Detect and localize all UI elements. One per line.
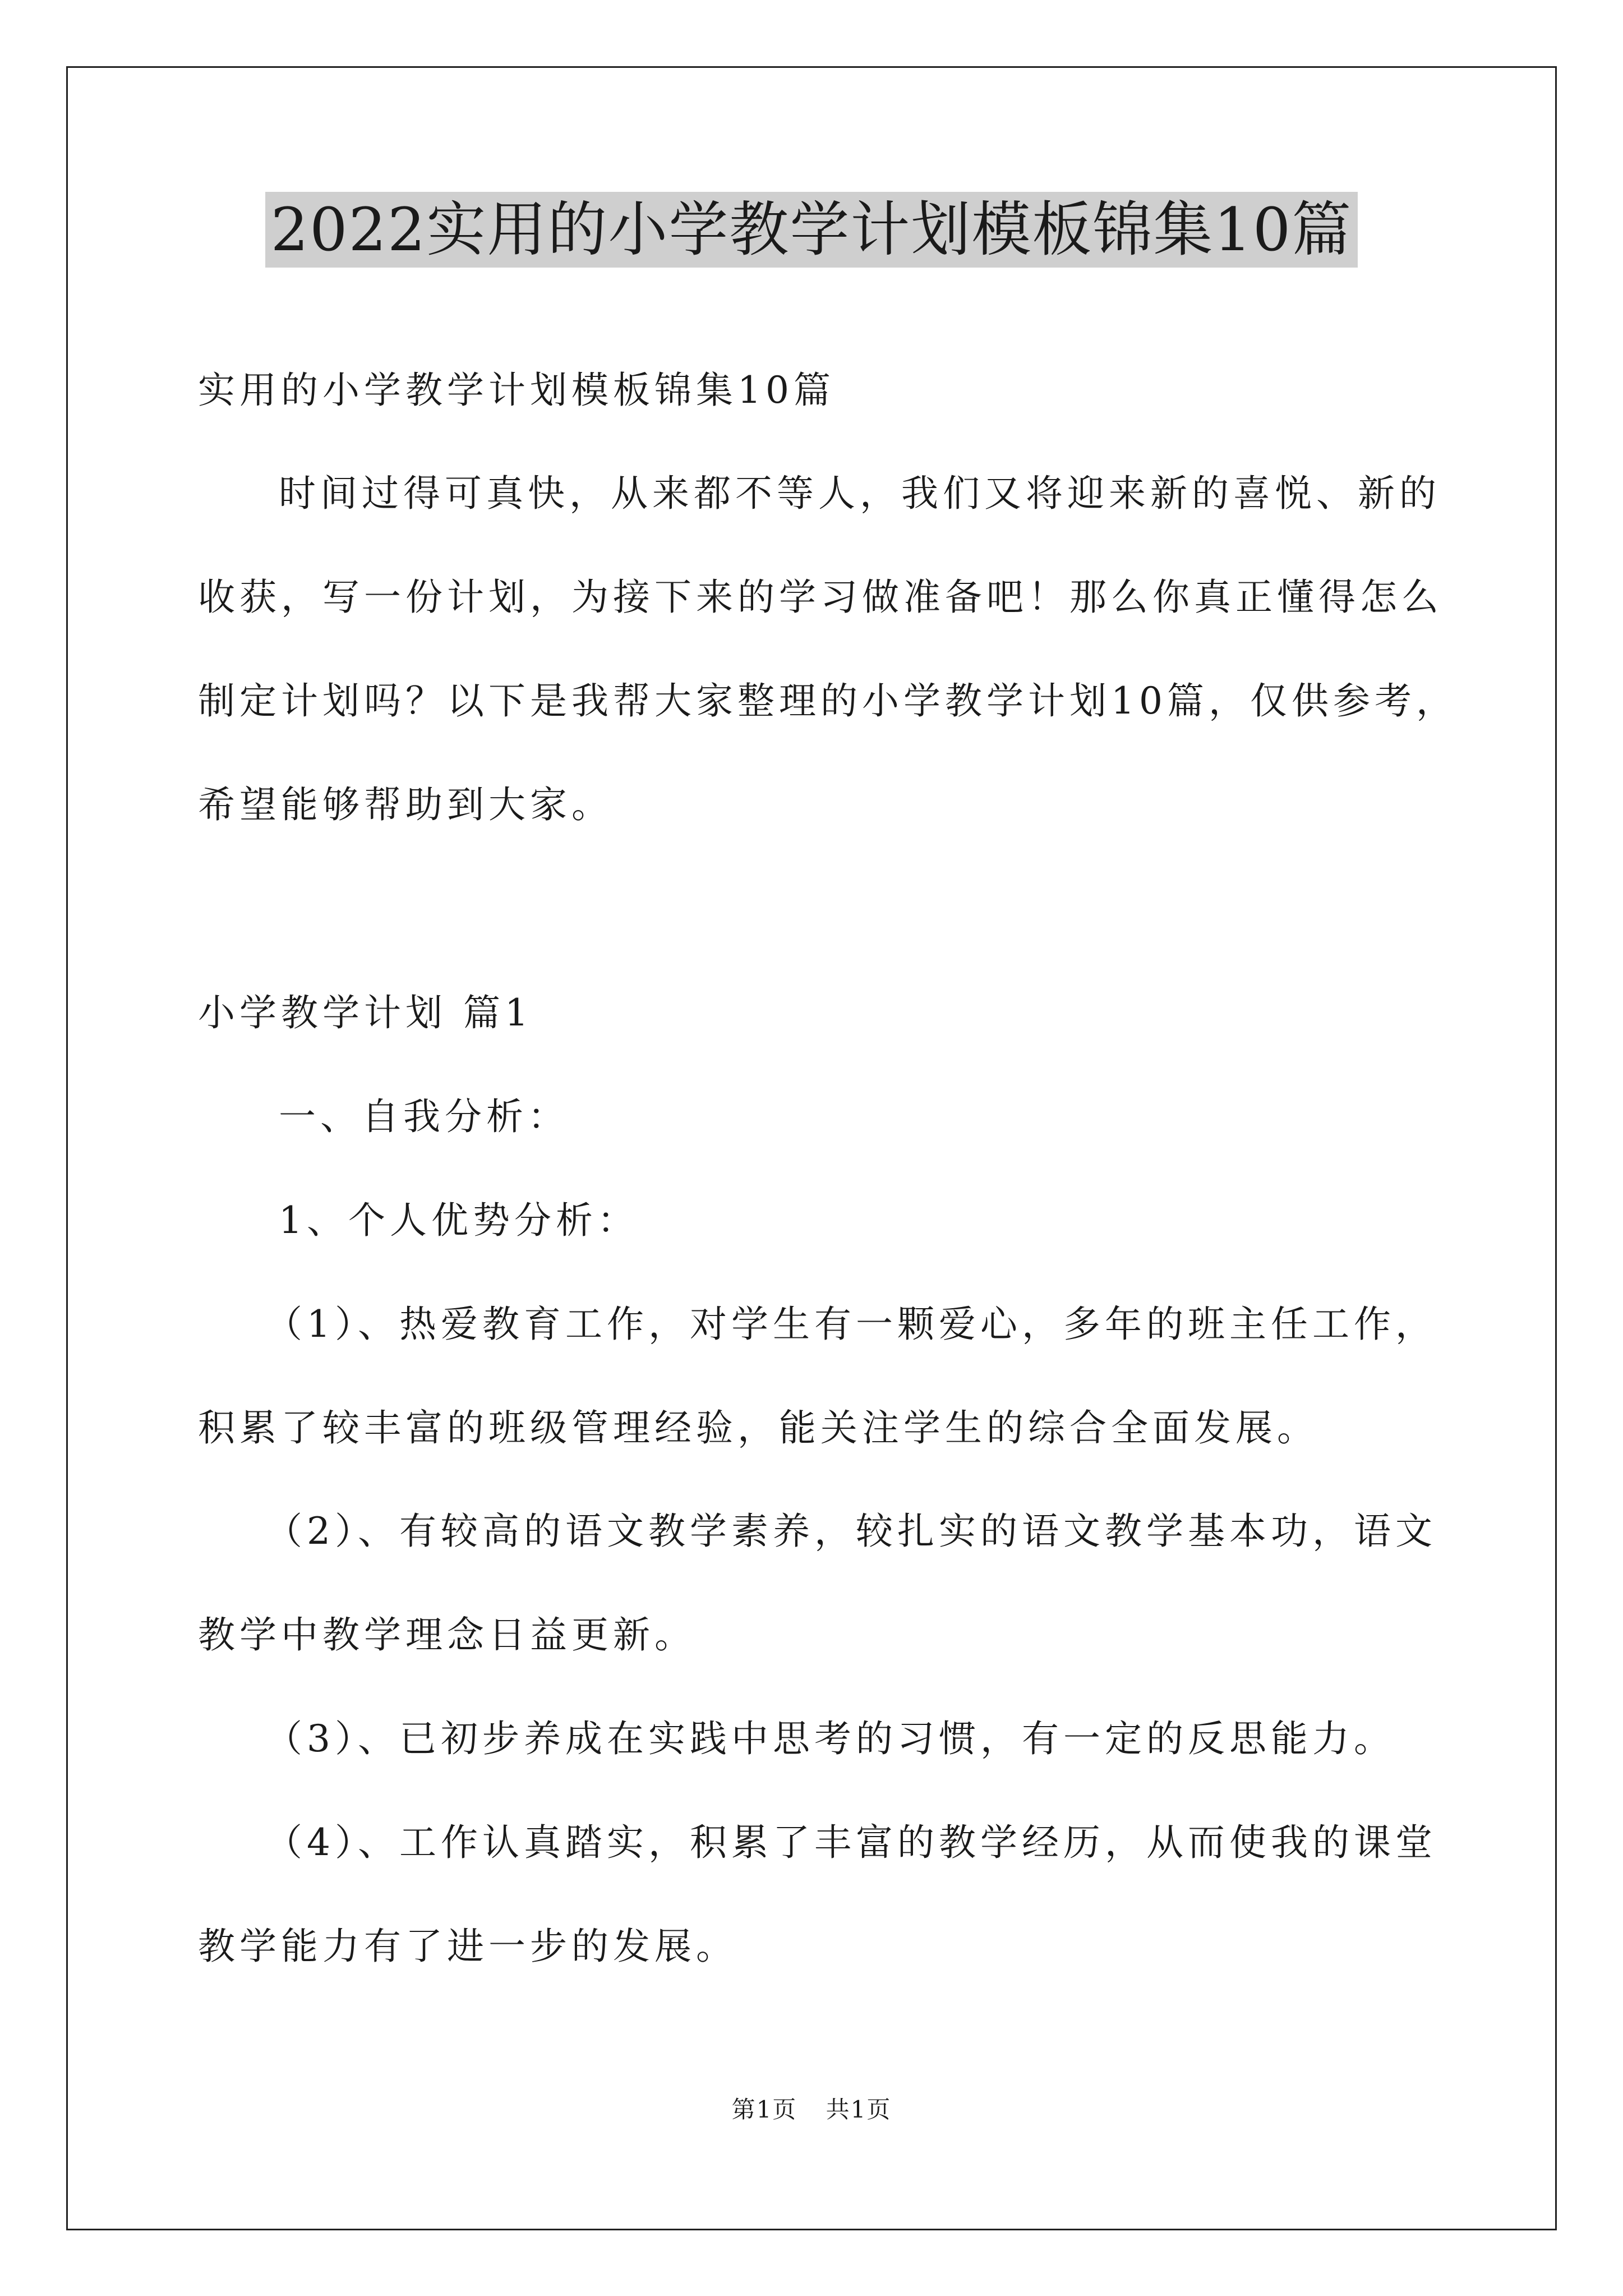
item-3-line-1: （3）、已初步养成在实践中思考的习惯，有一定的反思能力。	[265, 1717, 1395, 1760]
item-1-line-2: 积累了较丰富的班级管理经验，能关注学生的综合全面发展。	[198, 1406, 1318, 1450]
intro-paragraph-line-2: 收获，写一份计划，为接下来的学习做准备吧！那么你真正懂得怎么	[198, 576, 1443, 619]
item-4-line-1: （4）、工作认真踏实，积累了丰富的教学经历，从而使我的课堂	[265, 1821, 1437, 1864]
intro-paragraph-line-4: 希望能够帮助到大家。	[198, 783, 613, 826]
item-4-line-2: 教学能力有了进一步的发展。	[198, 1925, 737, 1968]
section-heading: 小学教学计划 篇1	[198, 991, 533, 1034]
page-total: 共1页	[826, 2096, 892, 2123]
page-number: 第1页	[731, 2096, 797, 2123]
document-title-text: 2022实用的小学教学计划模板锦集10篇	[265, 192, 1358, 268]
subheading-strengths: 1、个人优势分析：	[279, 1199, 639, 1242]
item-2-line-1: （2）、有较高的语文教学素养，较扎实的语文教学基本功，语文	[265, 1510, 1437, 1553]
item-1-line-1: （1）、热爱教育工作，对学生有一颗爱心，多年的班主任工作，	[265, 1303, 1437, 1346]
page-footer	[0, 2091, 1623, 2125]
item-2-line-2: 教学中教学理念日益更新。	[198, 1613, 696, 1657]
subheading-self-analysis: 一、自我分析：	[279, 1095, 569, 1138]
intro-paragraph-line-1: 时间过得可真快，从来都不等人，我们又将迎来新的喜悦、新的	[279, 472, 1441, 515]
intro-paragraph-line-3: 制定计划吗？以下是我帮大家整理的小学教学计划10篇，仅供参考，	[198, 679, 1458, 723]
document-title	[0, 191, 1623, 269]
subtitle-line: 实用的小学教学计划模板锦集10篇	[198, 369, 835, 412]
